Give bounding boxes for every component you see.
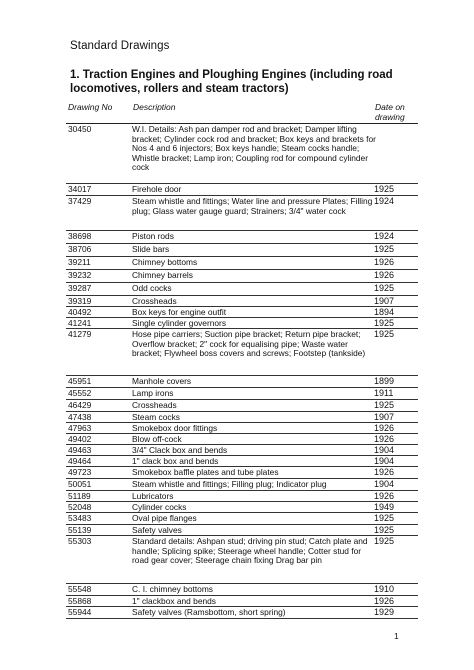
section-title: Standard Drawings	[70, 40, 170, 52]
drawing-description: Chimney bottoms	[132, 257, 198, 267]
table-row	[66, 329, 418, 376]
drawing-date: 1907	[374, 296, 395, 306]
drawing-number: 45552	[68, 388, 92, 398]
drawing-number: 39287	[68, 283, 92, 293]
drawing-description: Lubricators	[132, 491, 174, 501]
drawing-description: Crossheads	[132, 296, 177, 306]
drawing-number: 55548	[68, 584, 92, 594]
drawing-date: 1924	[374, 196, 395, 206]
drawing-number: 55139	[68, 525, 92, 535]
drawing-description: Slide bars	[132, 244, 170, 254]
drawing-description: Oval pipe flanges	[132, 513, 197, 523]
table-row	[66, 124, 418, 184]
table-row	[66, 196, 418, 231]
drawing-description: Blow off-cock	[132, 434, 182, 444]
drawing-date: 1925	[374, 184, 395, 194]
drawing-number: 51189	[68, 491, 91, 501]
table-row	[66, 467, 418, 479]
drawing-description: Firehole door	[132, 184, 182, 194]
drawing-date: 1929	[374, 607, 395, 617]
table-row	[66, 536, 418, 584]
table-row	[66, 412, 418, 423]
drawing-date: 1904	[374, 456, 395, 466]
drawing-description: Box keys for engine outfit	[132, 307, 227, 317]
drawing-description: 1" clackbox and bends	[132, 596, 216, 606]
drawing-description: Steam whistle and fittings; Water line and pressure Plates; Filling plug; Glass water gauge guard; Strainers; 3/4" water cock	[132, 196, 373, 216]
drawing-date: 1924	[374, 231, 395, 241]
drawing-date: 1926	[374, 491, 395, 501]
drawing-number: 40492	[68, 307, 92, 317]
header-date: Date on drawing	[375, 102, 405, 122]
drawing-number: 52048	[68, 502, 92, 512]
drawing-description: W.I. Details: Ash pan damper rod and bracket; Damper lifting bracket; Cylinder cock rod and bracket; Box keys and brackets for Nos 4 and 6 injectors; Box keys handle; Steam cocks handle; Whistle bracket; Lamp iron; Coupling rod for compound cylinder cock	[132, 124, 376, 173]
drawing-description: Standard details: Ashpan stud; driving pin stud; Catch plate and handle; Splicing spike; Steerage wheel handle; Cotter stud for road gear cover; Steerage chain fixing Drag bar pin	[132, 536, 368, 566]
drawing-number: 30450	[68, 124, 92, 134]
drawing-number: 38698	[68, 231, 92, 241]
drawing-date: 1904	[374, 479, 395, 489]
drawing-description: Manhole covers	[132, 376, 192, 386]
drawing-number: 45951	[68, 376, 92, 386]
drawing-description: Safety valves	[132, 525, 182, 535]
table-row	[66, 307, 418, 318]
header-description: Description	[133, 102, 176, 112]
drawing-number: 34017	[68, 184, 92, 194]
drawing-date: 1925	[374, 244, 395, 254]
subsection-title: 1. Traction Engines and Ploughing Engines (including road locomotives, rollers and steam tractors)	[70, 69, 393, 95]
table-row	[66, 423, 418, 434]
drawing-date: 1925	[374, 400, 395, 410]
table-row	[66, 513, 418, 525]
drawing-description: Cylinder cocks	[132, 502, 187, 512]
table-row	[66, 283, 418, 296]
drawing-date: 1926	[374, 257, 395, 267]
drawing-description: Hose pipe carriers; Suction pipe bracket; Return pipe bracket; Overflow bracket; 2" cock for equalising pipe; Waste water bracket; Flywheel boss covers and screws; Footstep (tankside)	[132, 329, 366, 359]
header-drawing-no: Drawing No	[68, 102, 113, 112]
drawing-description: Safety valves (Ramsbottom, short spring)	[132, 607, 286, 617]
drawing-date: 1894	[374, 307, 395, 317]
table-row	[66, 400, 418, 412]
table-row	[66, 244, 418, 257]
drawing-date: 1925	[374, 525, 395, 535]
drawing-number: 47963	[68, 423, 92, 433]
drawing-date: 1926	[374, 270, 395, 280]
drawing-number: 53483	[68, 513, 92, 523]
table-row	[66, 257, 418, 270]
drawing-date: 1926	[374, 434, 395, 444]
drawing-date: 1925	[374, 329, 395, 339]
drawing-number: 38706	[68, 244, 92, 254]
page-number: 1	[394, 631, 399, 641]
drawing-date: 1926	[374, 423, 395, 433]
drawing-number: 39232	[68, 270, 92, 280]
drawing-date: 1899	[374, 376, 395, 386]
drawing-date: 1925	[374, 283, 395, 293]
drawing-description: Single cylinder governors	[132, 318, 227, 328]
drawing-number: 55944	[68, 607, 92, 617]
drawing-description: Crossheads	[132, 400, 177, 410]
drawing-number: 55303	[68, 536, 92, 546]
drawing-date: 1904	[374, 445, 395, 455]
table-row	[66, 584, 418, 596]
drawing-number: 50051	[68, 479, 92, 489]
drawing-number: 55868	[68, 596, 92, 606]
table-row	[66, 479, 418, 491]
drawing-description: 1" clack box and bends	[132, 456, 219, 466]
drawing-description: Steam cocks	[132, 412, 180, 422]
drawing-number: 46429	[68, 400, 92, 410]
drawing-number: 41279	[68, 329, 92, 339]
drawing-number: 49464	[68, 456, 92, 466]
drawing-date: 1949	[374, 502, 395, 512]
drawing-description: Smokebox baffle plates and tube plates	[132, 467, 279, 477]
drawing-number: 49463	[68, 445, 92, 455]
drawing-date: 1925	[374, 536, 395, 546]
drawing-date: 1907	[374, 412, 395, 422]
table-row	[66, 376, 418, 388]
table-row	[66, 270, 418, 283]
drawings-table	[66, 124, 418, 619]
table-row	[66, 525, 418, 536]
drawing-description: Lamp irons	[132, 388, 174, 398]
drawing-date: 1926	[374, 596, 395, 606]
drawing-number: 49723	[68, 467, 92, 477]
drawing-date: 1925	[374, 513, 395, 523]
table-row	[66, 596, 418, 607]
table-row	[66, 388, 418, 400]
drawing-number: 47438	[68, 412, 92, 422]
drawing-description: 3/4" Clack box and bends	[132, 445, 228, 455]
drawing-description: Chimney barrels	[132, 270, 193, 280]
drawing-date: 1925	[374, 318, 395, 328]
drawing-date: 1926	[374, 467, 395, 477]
table-row	[66, 296, 418, 307]
drawing-date: 1910	[374, 584, 395, 594]
drawing-description: C. I. chimney bottoms	[132, 584, 213, 594]
table-row	[66, 491, 418, 502]
table-row	[66, 434, 418, 445]
table-row	[66, 607, 418, 619]
drawing-number: 49402	[68, 434, 92, 444]
drawing-date: 1911	[374, 388, 394, 398]
table-row	[66, 456, 418, 467]
table-row	[66, 445, 418, 456]
table-row	[66, 184, 418, 196]
table-row	[66, 231, 418, 244]
drawing-description: Steam whistle and fittings; Filling plug; Indicator plug	[132, 479, 327, 489]
drawing-description: Smokebox door fittings	[132, 423, 218, 433]
drawing-description: Odd cocks	[132, 283, 172, 293]
table-row	[66, 318, 418, 329]
table-row	[66, 502, 418, 513]
drawing-description: Piston rods	[132, 231, 174, 241]
drawing-number: 39211	[68, 257, 91, 267]
drawing-number: 41241	[68, 318, 92, 328]
drawing-number: 37429	[68, 196, 92, 206]
drawing-number: 39319	[68, 296, 92, 306]
